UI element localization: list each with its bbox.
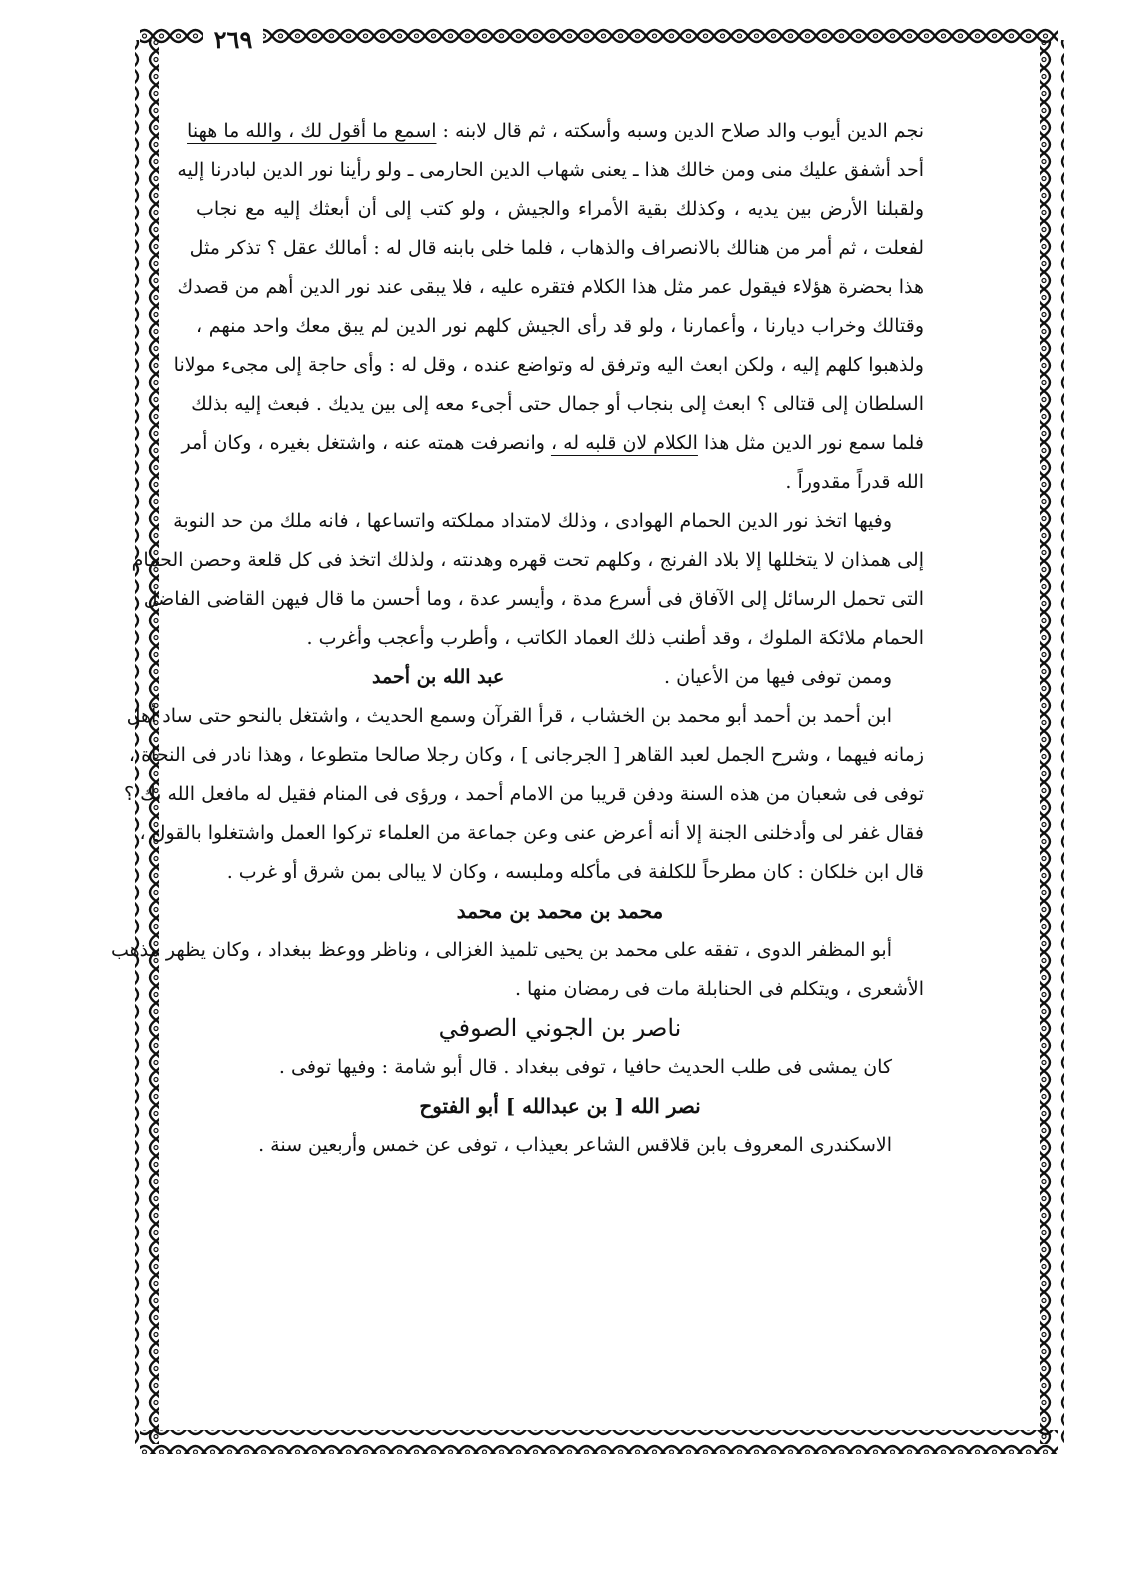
entry-heading: عبد الله بن أحمد: [372, 666, 505, 688]
text-line: زمانه فيهما ، وشرح الجمل لعبد القاهر [ الجرجانى ] ، وكان رجلا صالحا متطوعا ، وهذا نادر فى النحاة ،: [128, 744, 924, 766]
text-line: فلما سمع نور الدين مثل هذا الكلام لان قلبه له ، وانصرفت همته عنه ، واشتغل بغيره ، وكان أمر: [181, 432, 924, 454]
text-line: التى تحمل الرسائل إلى الآفاق فى أسرع مدة ، وأيسر عدة ، وما أحسن ما قال فيهن القاضى الفاضل: [143, 588, 924, 610]
text-line: أبو المظفر الدوى ، تفقه على محمد بن يحيى تلميذ الغزالى ، وناظر ووعظ ببغداد ، وكان يظهر مذهب: [110, 939, 892, 961]
border-top: [140, 28, 1058, 52]
text-line: ابن أحمد بن أحمد أبو محمد بن الخشاب ، قرأ القرآن وسمع الحديث ، واشتغل بالنحو حتى ساد أهل: [126, 705, 892, 727]
text-line: الحمام ملائكة الملوك ، وقد أطنب ذلك العماد الكاتب ، وأطرب وأعجب وأغرب .: [306, 627, 924, 649]
text-line: الله قدراً مقدوراً .: [785, 471, 924, 493]
text-line: وممن توفى فيها من الأعيان . عبد الله بن أحمد: [196, 658, 924, 697]
text-line: قال ابن خلكان : كان مطرحاً للكلفة فى مأكله وملبسه ، وكان لا يبالى بمن شرق أو غرب .: [226, 861, 924, 883]
entry-heading: نصر الله [ بن عبدالله ] أبو الفتوح: [419, 1094, 701, 1118]
text-line: لفعلت ، ثم أمر من هنالك بالانصراف والذهاب ، فلما خلى بابنه قال له : أمالك عقل ؟ تذكر مثل: [189, 237, 924, 259]
body-text: [110, 112, 924, 1165]
border-bottom: [140, 1430, 1058, 1454]
text-line: إلى همذان لا يتخللها إلا بلاد الفرنج ، وكلهم تحت قهره وهدنته ، ولذلك اتخذ فى كل قلعة وحصن الحمام: [131, 549, 924, 571]
text-line: توفى فى شعبان من هذه السنة ودفن قريبا من الامام أحمد ، ورؤى فى المنام فقيل له مافعل الله بك ؟: [124, 783, 924, 805]
underlined-phrase: اسمع ما أقول لك ، والله ما ههنا: [187, 120, 437, 142]
text-line: السلطان إلى قتالى ؟ ابعث إلى بنجاب أو جمال حتى أجىء معه إلى بين يديك . فبعث إليه بذلك: [191, 393, 924, 415]
text-line: الأشعرى ، ويتكلم فى الحنابلة مات فى رمضان منها .: [514, 978, 924, 1000]
text-line: الاسكندرى المعروف بابن قلاقس الشاعر بعيذاب ، توفى عن خمس وأربعين سنة .: [258, 1134, 892, 1156]
text-line: كان يمشى فى طلب الحديث حافيا ، توفى ببغداد . قال أبو شامة : وفيها توفى .: [278, 1056, 892, 1078]
text-line: وقتالك وخراب ديارنا ، وأعمارنا ، ولو قد رأى الجيش كلهم نور الدين لم يبق معك واحد منهم ،: [196, 315, 924, 337]
text-line: نجم الدين أيوب والد صلاح الدين وسبه وأسكته ، ثم قال لابنه : اسمع ما أقول لك ، والله ما ههنا: [187, 120, 924, 142]
text-line: ولذهبوا كلهم إليه ، ولكن ابعث اليه وترفق له وتواضع عنده ، وقل له : وأى حاجة إلى مجىء مولانا: [173, 354, 924, 376]
text-line: ولقبلنا الأرض بين يديه ، وكذلك بقية الأمراء والجيش ، ولو كتب إلى أن أبعثك إليه مع نجاب: [196, 198, 924, 220]
entry-heading: محمد بن محمد بن محمد: [456, 899, 664, 923]
page-number: ٢٦٩: [203, 24, 263, 56]
entry-heading: ناصر بن الجوني الصوفي: [438, 1014, 682, 1042]
underlined-phrase: الكلام لان قلبه له ،: [550, 432, 698, 454]
text-line: أحد أشفق عليك منى ومن خالك هذا ـ يعنى شهاب الدين الحارمى ـ ولو رأينا نور الدين لبادرنا إليه: [177, 159, 924, 181]
text-line: هذا بحضرة هؤلاء فيقول عمر مثل هذا الكلام فتقره عليه ، فلا يبقى عند نور الدين أهم من قصدك: [177, 276, 924, 298]
border-right: [1040, 40, 1064, 1444]
text-line: وفيها اتخذ نور الدين الحمام الهوادى ، وذلك لامتداد مملكته واتساعها ، فانه ملك من حد النوبة: [173, 510, 892, 532]
text-line: فقال غفر لى وأدخلنى الجنة إلا أنه أعرض عنى وعن جماعة من العلماء تركوا العمل واشتغلوا بالقول ،: [139, 822, 924, 844]
